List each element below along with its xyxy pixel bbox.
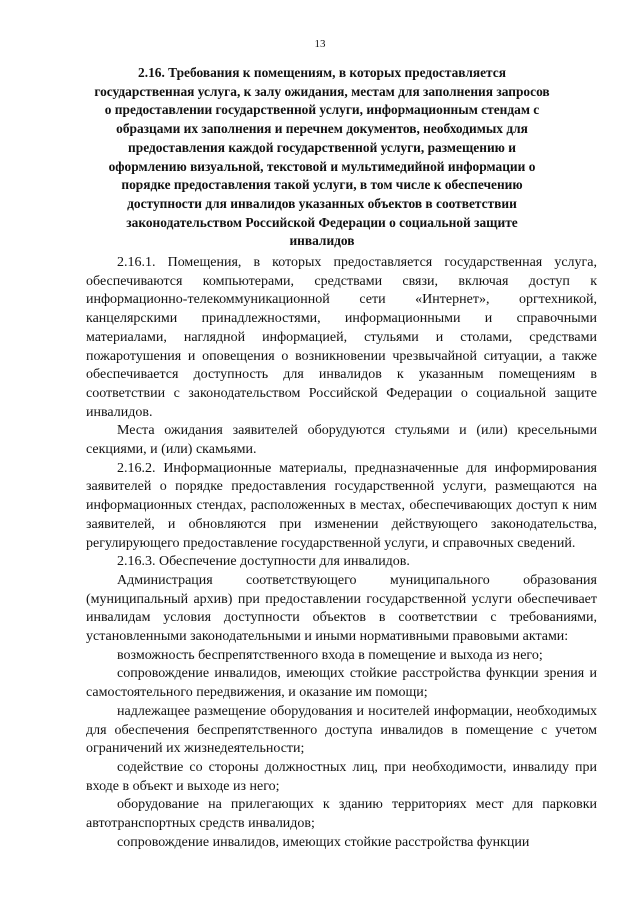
paragraph: сопровождение инвалидов, имеющих стойкие расстройства функции xyxy=(117,834,530,850)
document-body xyxy=(86,254,597,853)
page-number: 13 xyxy=(314,38,326,50)
paragraph: 2.16.1. Помещения, в которых предоставляется государственная услуга, обеспечиваются компьютерами, средствами связи, включая доступ к информационно-телекоммуникационной сети «Интернет», оргтехникой, канцелярскими принадлежностями, информационными и справочными материалами, наглядной информацией, стульями и столами, средствами пожаротушения и оповещения о возникновении чрезвычайной ситуации, а также обеспечивается доступность для инвалидов к указанным помещениям в соответствии с законодательством Российской Федерации о социальной защите инвалидов. xyxy=(86,255,597,420)
paragraph: возможность беспрепятственного входа в помещение и выхода из него; xyxy=(117,647,543,663)
paragraph: надлежащее размещение оборудования и носителей информации, необходимых для обеспечения беспрепятственного доступа инвалидов в помещение с учетом ограничений их жизнедеятельности; xyxy=(86,703,597,757)
paragraph: Места ожидания заявителей оборудуются стульями и (или) кресельными секциями, и (или) скамьями. xyxy=(86,423,597,458)
paragraph: 2.16.2. Информационные материалы, предназначенные для информирования заявителей о порядке предоставления государственной услуги, размещаются на информационных стендах, расположенных в местах, обеспечивающих доступ к ним заявителей, и обновляются при изменении действующего законодательства, регулирующего предоставление государственной услуги, и справочных сведений. xyxy=(86,460,597,551)
paragraph: 2.16.3. Обеспечение доступности для инвалидов. xyxy=(117,554,410,570)
paragraph: содействие со стороны должностных лиц, при необходимости, инвалиду при входе в объект и выходе из него; xyxy=(86,759,597,794)
section-heading: 2.16. Требования к помещениям, в которых предоставляется государственная услуга, к залу ожидания, местам для заполнения запросов о предоставлении государственной услуги, информационным стендам с образцами их заполнения и перечнем документов, необходимых для предоставления каждой государственной услуги, размещению и оформлению визуальной, текстовой и мультимедийной информации о порядке предоставления такой услуги, в том числе к обеспечению доступности для инвалидов указанных объектов в соответствии законодательством Российской Федерации о социальной защите инвалидов xyxy=(94,65,550,249)
paragraph: Администрация соответствующего муниципального образования (муниципальный архив) при предоставлении государственной услуги обеспечивает инвалидам условия доступности объектов в соответствии с требованиями, установленными законодательными и иными нормативными правовыми актами: xyxy=(86,572,597,645)
paragraph: оборудование на прилегающих к зданию территориях мест для парковки автотранспортных средств инвалидов; xyxy=(86,797,597,832)
paragraph: сопровождение инвалидов, имеющих стойкие расстройства функции зрения и самостоятельного передвижения, и оказание им помощи; xyxy=(86,666,597,701)
